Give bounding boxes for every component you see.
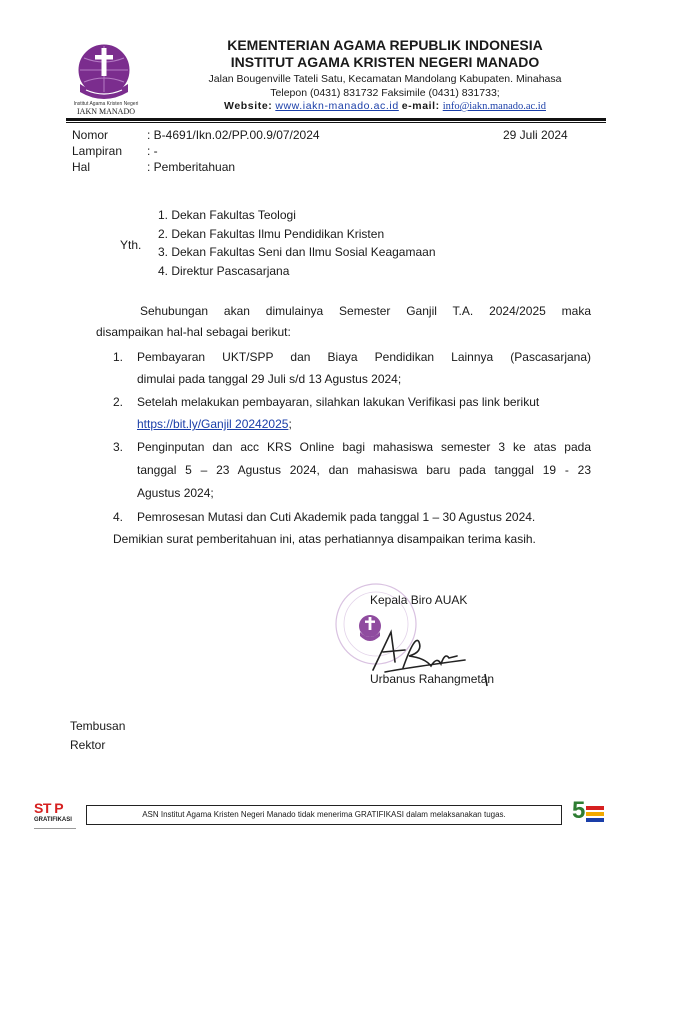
item-3-line-3: Agustus 2024;: [137, 486, 214, 500]
anniversary-logo: [572, 798, 606, 834]
item-2-link-suffix: ;: [288, 417, 292, 431]
item-2-line-1: Setelah melakukan pembayaran, silahkan lakukan Verifikasi pas link berikut: [137, 395, 540, 409]
item-1-line-2: dimulai pada tanggal 29 Juli s/d 13 Agustus 2024;: [137, 372, 402, 386]
signatory-name: Urbanus Rahangmetan: [370, 672, 495, 686]
intro-line-2: disampaikan hal-hal sebagai berikut:: [96, 325, 291, 339]
website-link[interactable]: www.iakn-manado.ac.id: [275, 100, 399, 112]
item-2-link-line: [137, 417, 292, 431]
item-number: 3.: [113, 440, 124, 454]
stop-sub: GRATIFIKASI: [34, 817, 72, 823]
item-1-line-1: Pembayaran UKT/SPP dan Biaya Pendidikan Lainnya (Pascasarjana): [137, 350, 591, 364]
signature-title: Kepala Biro AUAK: [370, 593, 468, 607]
verification-link[interactable]: https://bit.ly/Ganjil 20242025: [137, 417, 289, 431]
letter-date: 29 Juli 2024: [503, 128, 568, 142]
recipient-item: 1. Dekan Fakultas Teologi: [158, 208, 296, 222]
letterhead-institute: INSTITUT AGAMA KRISTEN NEGERI MANADO: [230, 54, 540, 70]
intro-line-1: Sehubungan akan dimulainya Semester Ganjil T.A. 2024/2025 maka: [140, 304, 591, 318]
item-number: 4.: [113, 510, 124, 524]
closing-sentence: Demikian surat pemberitahuan ini, atas perhatiannya disampaikan terima kasih.: [113, 532, 536, 546]
stop-label: ST P: [34, 800, 64, 816]
gratifikasi-banner: [86, 805, 562, 825]
letterhead-contact: [150, 100, 620, 112]
yth-label: Yth.: [120, 238, 142, 252]
recipient-item: 4. Direktur Pascasarjana: [158, 264, 290, 278]
website-label: Website:: [224, 100, 273, 112]
tembusan-recipient: Rektor: [70, 738, 106, 752]
anniversary-number: 5: [572, 797, 586, 824]
hal-label: Hal: [72, 160, 91, 174]
item-3-line-2: tanggal 5 – 23 Agustus 2024, dan mahasiswa baru pada tanggal 19 - 23: [137, 463, 591, 477]
item-number: 2.: [113, 395, 124, 409]
recipient-item: 2. Dekan Fakultas Ilmu Pendidikan Kristen: [158, 227, 385, 241]
letterhead-ministry: KEMENTERIAN AGAMA REPUBLIK INDONESIA: [227, 37, 543, 53]
item-number: 1.: [113, 350, 124, 364]
hal-value: : Pemberitahuan: [147, 160, 236, 174]
item-3-line-1: Penginputan dan acc KRS Online bagi mahasiswa semester 3 ke atas pada: [137, 440, 591, 454]
letterhead-rule-thin: [66, 122, 606, 123]
letterhead-address: Jalan Bougenville Tateli Satu, Kecamatan Mandolang Kabupaten. Minahasa: [208, 73, 562, 85]
stop-gratifikasi-logo: [34, 800, 80, 840]
tembusan-label: Tembusan: [70, 719, 126, 733]
logo-caption-small: Institut Agama Kristen Negeri: [73, 101, 139, 107]
nomor-label: Nomor: [72, 128, 109, 142]
lampiran-value: : -: [147, 144, 158, 158]
item-4-line-1: Pemrosesan Mutasi dan Cuti Akademik pada tanggal 1 – 30 Agustus 2024.: [137, 510, 536, 524]
email-link[interactable]: info@iakn.manado.ac.id: [442, 101, 546, 112]
letterhead-rule-thick: [66, 118, 606, 121]
email-label: e-mail:: [401, 100, 440, 112]
letterhead-phone: Telepon (0431) 831732 Faksimile (0431) 831733;: [270, 87, 500, 99]
logo-caption: IAKN MANADO: [77, 107, 135, 116]
lampiran-label: Lampiran: [72, 144, 123, 158]
recipient-item: 3. Dekan Fakultas Seni dan Ilmu Sosial Keagamaan: [158, 245, 436, 259]
gratifikasi-banner-text: ASN Institut Agama Kristen Negeri Manado tidak menerima GRATIFIKASI dalam melaksanakan tugas.: [142, 810, 506, 819]
nomor-value: : B-4691/Ikn.02/PP.00.9/07/2024: [147, 128, 320, 142]
